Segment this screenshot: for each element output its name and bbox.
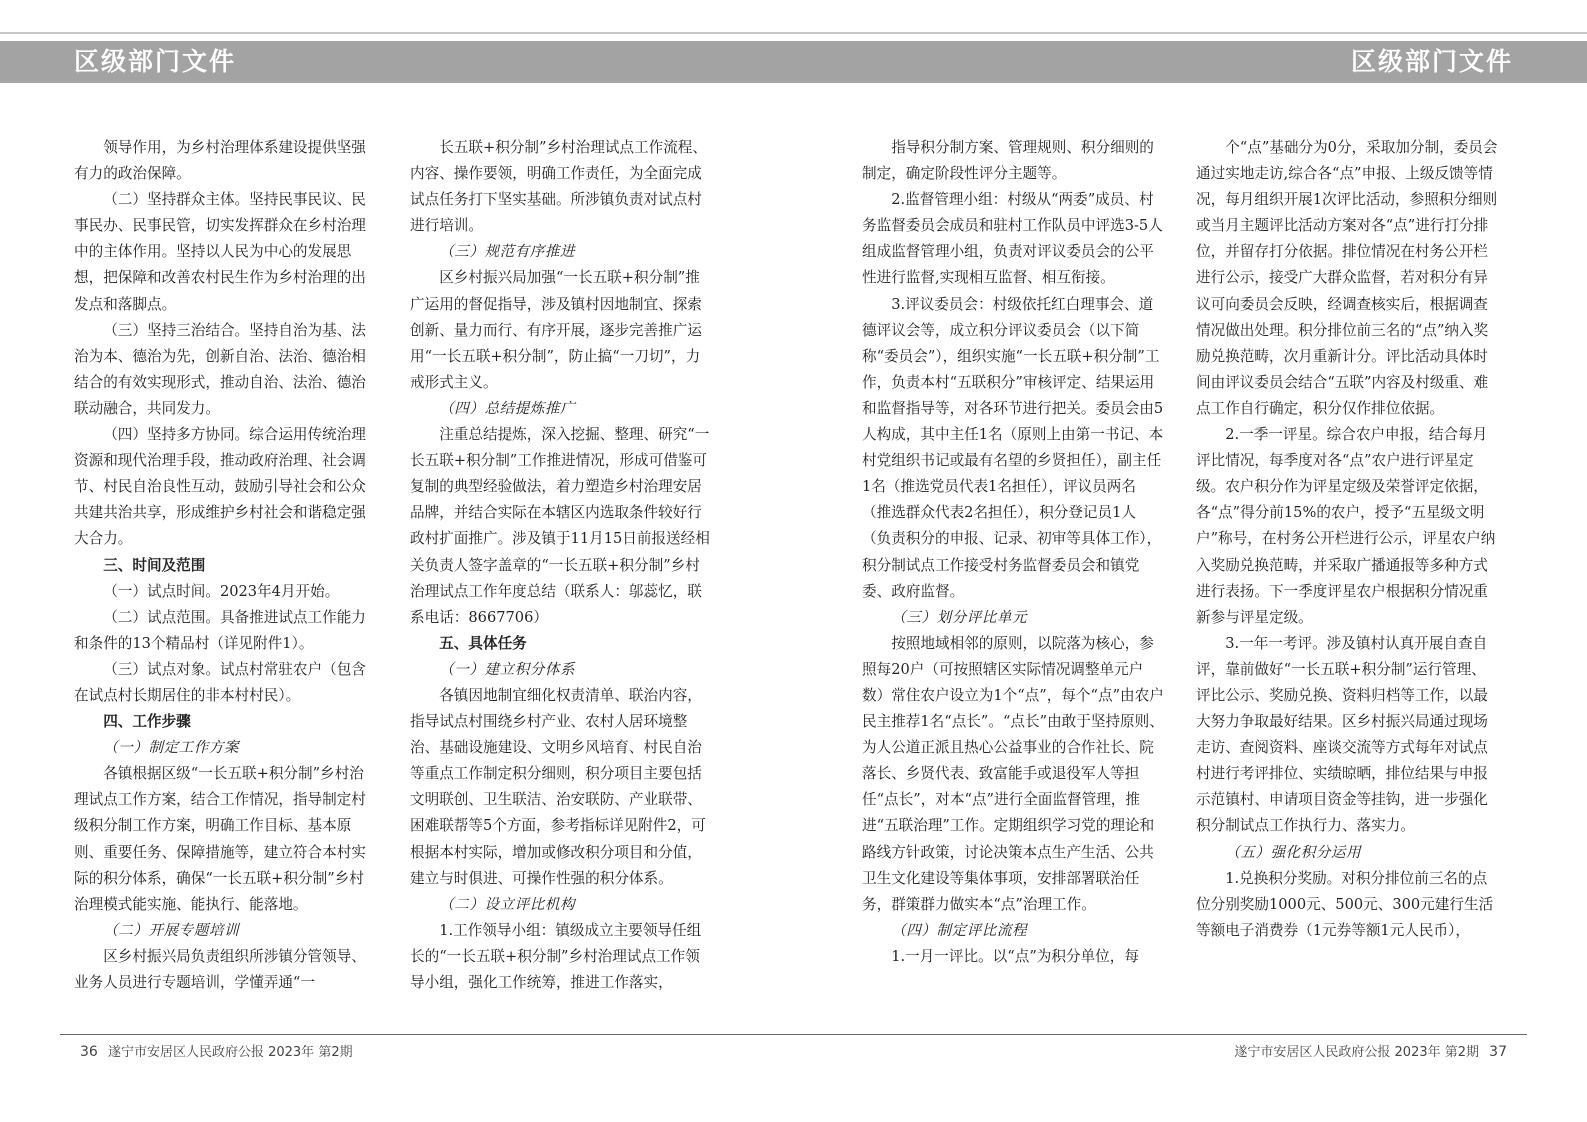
subsection-heading: （五）强化积分运用 bbox=[1225, 843, 1362, 861]
footer-rule bbox=[60, 1034, 1527, 1035]
top-rule bbox=[0, 32, 1587, 34]
continued-paragraph: 个“点”基础分为0分，采取加分制，委员会通过实地走访,综合各“点”申报、上级反馈等情况，每月组织开展1次评比活动，参照积分细则或当月主题评比活动方案对各“点”进行打分排位，并留存打分依据。排位情况在村务公开栏进行公示，接受广大群众监督，若对积分有异议可向委员会反映，经调查核实后，根据调查情况做出处理。积分排位前三名的“点”纳入奖励兑换范畴，次月重新计分。评比活动具体时间由评议委员会结合“五联”内容及村级重、难点工作自行确定，积分仅作排位依据。 bbox=[1196, 139, 1498, 417]
body-paragraph: （二）试点范围。具备推进试点工作能力和条件的13个精品村（详见附件1）。 bbox=[74, 608, 366, 652]
left-page-section-title: 区级部门文件 bbox=[74, 47, 237, 76]
body-paragraph: （一）试点时间。2023年4月开始。 bbox=[103, 582, 340, 600]
body-paragraph: 3.评议委员会：村级依托红白理事会、道德评议会等，成立积分评议委员会（以下简称“委员会”），组织实施“一长五联+积分制”工作，负责本村“五联积分”审核评定、结果运用和监督指导等，对各环节进行把关。委员会由5人构成，其中主任1名（原则上由第一书记、本村党组织书记或最有名望的乡贤担任），副主任1名（推选党员代表1名担任），评议员两名（推选群众代表2名担任），积分登记员1人（负责积分的申报、记录、初审等具体工作），积分制试点工作接受村务监督委员会和镇党委、政府监督。 bbox=[862, 295, 1164, 600]
right-page-footer bbox=[1234, 1042, 1513, 1062]
body-paragraph: 各镇因地制宜细化权责清单、联治内容，指导试点村围绕乡村产业、农村人居环境整治、基础设施建设、文明乡风培育、村民自治等重点工作制定积分细则，积分项目主要包括文明联创、卫生联洁、治安联防、产业联带、困难联帮等5个方面，参考指标详见附件2，可根据本村实际，增加或修改积分项目和分值，建立与时俱进、可操作性强的积分体系。 bbox=[410, 686, 706, 887]
body-paragraph: 区乡村振兴局负责组织所涉镇分管领导、业务人员进行专题培训，学懂弄通“一 bbox=[74, 947, 366, 991]
body-paragraph: 按照地域相邻的原则，以院落为核心，参照每20户（可按照辖区实际情况调整单元户数）常住农户设立为1个“点”，每个“点”由农户民主推荐1名“点长”。“点长”由敢于坚持原则、为人公道正派且热心公益事业的合作社长、院落长、乡贤代表、致富能手或退役军人等担任“点长”，对本“点”进行全面监督管理，推进“五联治理”工作。定期组织学习党的理论和路线方针政策，讨论决策本点生产生活、公共卫生文化建设等集体事项，安排部署联治任务，群策群力做实本“点”治理工作。 bbox=[862, 634, 1164, 913]
continued-paragraph: 指导积分制方案、管理规则、积分细则的制定，确定阶段性评分主题等。 bbox=[862, 139, 1154, 183]
left-page-number: 36 bbox=[80, 1044, 98, 1060]
text-column-1 bbox=[74, 135, 376, 1035]
subsection-heading: （四）总结提炼推广 bbox=[439, 399, 576, 417]
body-paragraph: （三）试点对象。试点村常驻农户（包含在试点村长期居住的非本村村民）。 bbox=[74, 660, 366, 704]
body-paragraph: （二）坚持群众主体。坚持民事民议、民事民办、民事民管，切实发挥群众在乡村治理中的主体作用。坚持以人民为中心的发展思想，把保障和改善农村民生作为乡村治理的出发点和落脚点。 bbox=[74, 191, 366, 313]
subsection-heading: （三）规范有序推进 bbox=[439, 243, 576, 261]
text-column-4 bbox=[1196, 135, 1498, 1035]
subsection-heading: （一）建立积分体系 bbox=[439, 660, 576, 678]
body-paragraph: 1.工作领导小组：镇级成立主要领导任组长的“一长五联+积分制”乡村治理试点工作领导小组，强化工作统筹，推进工作落实， bbox=[410, 921, 702, 991]
body-paragraph: 1.一月一评比。以“点”为积分单位，每 bbox=[891, 947, 1139, 965]
left-page-footer bbox=[74, 1042, 353, 1062]
left-footer-publication: 遂宁市安居区人民政府公报 2023年 第2期 bbox=[107, 1045, 353, 1060]
text-column-2 bbox=[410, 135, 712, 1035]
continued-paragraph: 领导作用，为乡村治理体系建设提供坚强有力的政治保障。 bbox=[74, 139, 366, 183]
body-paragraph: 注重总结提炼，深入挖掘、整理、研究“一长五联+积分制”工作推进情况，形成可借鉴可复制的典型经验做法，着力塑造乡村治理安居品牌，并结合实际在本辖区内选取条件较好行政村扩面推广。涉及镇于11月15日前报送经相关负责人签字盖章的“一长五联+积分制”乡村治理试点工作年度总结（联系人：邬蕊忆，联系电话：8667706） bbox=[410, 426, 710, 626]
body-paragraph: 2.一季一评星。综合农户申报，结合每月评比情况，每季度对各“点”农户进行评星定级。农户积分作为评星定级及荣誉评定依据，各“点”得分前15%的农户，授予“五星级文明户”称号，在村务公开栏进行公示，评星农户纳入奖励兑换范畴，并采取广播通报等多种方式进行表扬。下一季度评星农户根据积分情况重新参与评星定级。 bbox=[1196, 426, 1496, 626]
section-heading: 五、具体任务 bbox=[439, 634, 527, 652]
body-paragraph: 3.一年一考评。涉及镇村认真开展自查自评，靠前做好“一长五联+积分制”运行管理、评比公示、奖励兑换、资料归档等工作，以最大努力争取最好结果。区乡村振兴局通过现场走访、查阅资料、座谈交流等方式每年对试点村进行考评排位、实绩晾晒，排位结果与申报示范镇村、申请项目资金等挂钩，进一步强化积分制试点工作执行力、落实力。 bbox=[1196, 634, 1488, 835]
body-paragraph: （三）坚持三治结合。坚持自治为基、法治为本、德治为先，创新自治、法治、德治相结合的有效实现形式，推动自治、法治、德治联动融合，共同发力。 bbox=[74, 321, 366, 417]
subsection-heading: （四）制定评比流程 bbox=[891, 921, 1028, 939]
continued-paragraph: 长五联+积分制”乡村治理试点工作流程、内容、操作要领，明确工作责任，为全面完成试点任务打下坚实基础。所涉镇负责对试点村进行培训。 bbox=[410, 139, 707, 235]
body-paragraph: 各镇根据区级“一长五联+积分制”乡村治理试点工作方案，结合工作情况，指导制定村级积分制工作方案，明确工作目标、基本原则、重要任务、保障措施等，建立符合本村实际的积分体系，确保“一长五联+积分制”乡村治理模式能实施、能执行、能落地。 bbox=[74, 765, 366, 913]
subsection-heading: （一）制定工作方案 bbox=[103, 739, 240, 757]
right-page-number: 37 bbox=[1489, 1044, 1507, 1060]
subsection-heading: （二）设立评比机构 bbox=[439, 895, 576, 913]
section-heading: 四、工作步骤 bbox=[103, 713, 191, 731]
body-paragraph: 区乡村振兴局加强“一长五联+积分制”推广运用的督促指导，涉及镇村因地制宜、探索创新、量力而行、有序开展，逐步完善推广运用“一长五联+积分制”，防止搞“一刀切”，力戒形式主义。 bbox=[410, 269, 702, 391]
text-column-3 bbox=[862, 135, 1164, 1035]
body-paragraph: （四）坚持多方协同。综合运用传统治理资源和现代治理手段，推动政府治理、社会调节、村民自治良性互动，鼓励引导社会和公众共建共治共享，形成维护乡村社会和谐稳定强大合力。 bbox=[74, 426, 366, 548]
subsection-heading: （三）划分评比单元 bbox=[891, 608, 1028, 626]
body-paragraph: 1.兑换积分奖励。对积分排位前三名的点位分别奖励1000元、500元、300元建行生活等额电子消费券（1元券等额1元人民币）， bbox=[1196, 869, 1494, 939]
subsection-heading: （二）开展专题培训 bbox=[103, 921, 240, 939]
right-page-section-title: 区级部门文件 bbox=[1350, 47, 1513, 76]
body-paragraph: 2.监督管理小组：村级从“两委”成员、村务监督委员会成员和驻村工作队员中评选3-5人组成监督管理小组，负责对评议委员会的公平性进行监督,实现相互监督、相互衔接。 bbox=[862, 191, 1163, 287]
right-footer-publication: 遂宁市安居区人民政府公报 2023年 第2期 bbox=[1234, 1045, 1480, 1060]
header-band bbox=[0, 41, 1587, 83]
section-heading: 三、时间及范围 bbox=[103, 556, 206, 574]
